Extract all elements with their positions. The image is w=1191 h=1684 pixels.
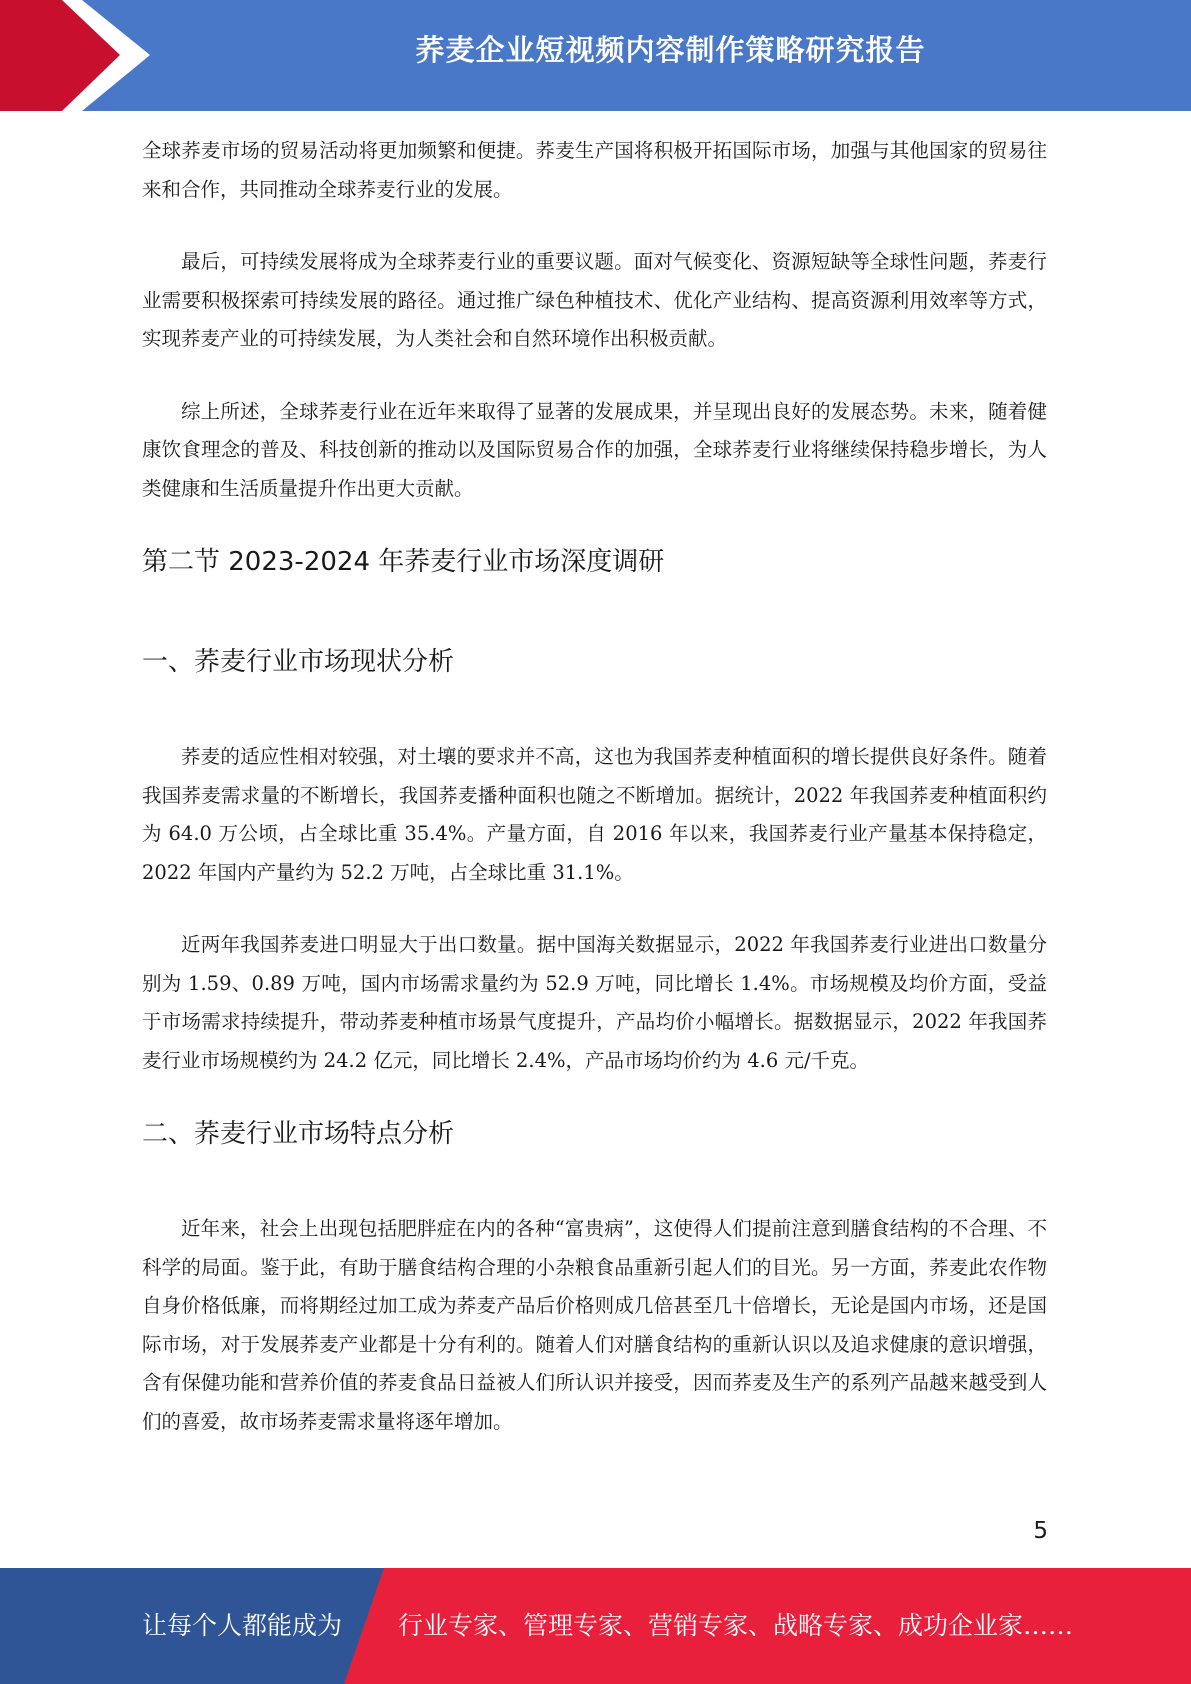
paragraph: 荞麦的适应性相对较强，对土壤的要求并不高，这也为我国荞麦种植面积的增长提供良好条件。随着我国荞麦需求量的不断增长，我国荞麦播种面积也随之不断增加。据统计，2022 年我国荞麦种植面积约为 64.0 万公顷，占全球比重 35.4%。产量方面，自 2016 年以来，我国荞麦行业产量基本保持稳定，2022 年国内产量约为 52.2 万吨，占全球比重 31.1%。 xyxy=(142,745,1047,884)
header-title: 荞麦企业短视频内容制作策略研究报告 xyxy=(415,33,926,67)
paragraph: 近年来，社会上出现包括肥胖症在内的各种“富贵病”，这使得人们提前注意到膳食结构的不合理、不科学的局面。鉴于此，有助于膳食结构合理的小杂粮食品重新引起人们的目光。另一方面，荞麦此农作物自身价格低廉，而将期经过加工成为荞麦产品后价格则成几倍甚至几十倍增长，无论是国内市场，还是国际市场，对于发展荞麦产业都是十分有利的。随着人们对膳食结构的重新认识以及追求健康的意识增强，含有保健功能和营养价值的荞麦食品日益被人们所认识并接受，因而荞麦及生产的系列产品越来越受到人们的喜爱，故市场荞麦需求量将逐年增加。 xyxy=(142,1217,1047,1433)
header-arrow-decoration xyxy=(0,0,160,111)
page-footer xyxy=(0,1568,1191,1684)
page-header xyxy=(0,0,1191,111)
footer-slogan-left: 让每个人都能成为 xyxy=(142,1611,343,1640)
footer-slogan-right: 行业专家、管理专家、营销专家、战略专家、成功企业家…… xyxy=(398,1611,1074,1640)
subsection-heading-market-status: 一、荞麦行业市场现状分析 xyxy=(142,647,455,677)
paragraph: 全球荞麦市场的贸易活动将更加频繁和便捷。荞麦生产国将积极开拓国际市场，加强与其他国家的贸易往来和合作，共同推动全球荞麦行业的发展。 xyxy=(142,139,1047,201)
section-heading: 第二节 2023-2024 年荞麦行业市场深度调研 xyxy=(142,547,665,577)
subsection-heading-market-features: 二、荞麦行业市场特点分析 xyxy=(142,1119,455,1149)
paragraph: 近两年我国荞麦进口明显大于出口数量。据中国海关数据显示，2022 年我国荞麦行业进出口数量分别为 1.59、0.89 万吨，国内市场需求量约为 52.9 万吨，同比增长 1.4%。市场规模及均价方面，受益于市场需求持续提升，带动荞麦种植市场景气度提升，产品均价小幅增长。据数据显示，2022 年我国荞麦行业市场规模约为 24.2 亿元，同比增长 2.4%，产品市场均价约为 4.6 元/千克。 xyxy=(142,933,1047,1072)
page-number: 5 xyxy=(1033,1518,1048,1544)
paragraph: 综上所述，全球荞麦行业在近年来取得了显著的发展成果，并呈现出良好的发展态势。未来，随着健康饮食理念的普及、科技创新的推动以及国际贸易合作的加强，全球荞麦行业将继续保持稳步增长，为人类健康和生活质量提升作出更大贡献。 xyxy=(142,399,1047,500)
document-body xyxy=(142,132,1047,1475)
paragraph: 最后，可持续发展将成为全球荞麦行业的重要议题。面对气候变化、资源短缺等全球性问题，荞麦行业需要积极探索可持续发展的路径。通过推广绿色种植技术、优化产业结构、提高资源利用效率等方式，实现荞麦产业的可持续发展，为人类社会和自然环境作出积极贡献。 xyxy=(142,250,1047,350)
